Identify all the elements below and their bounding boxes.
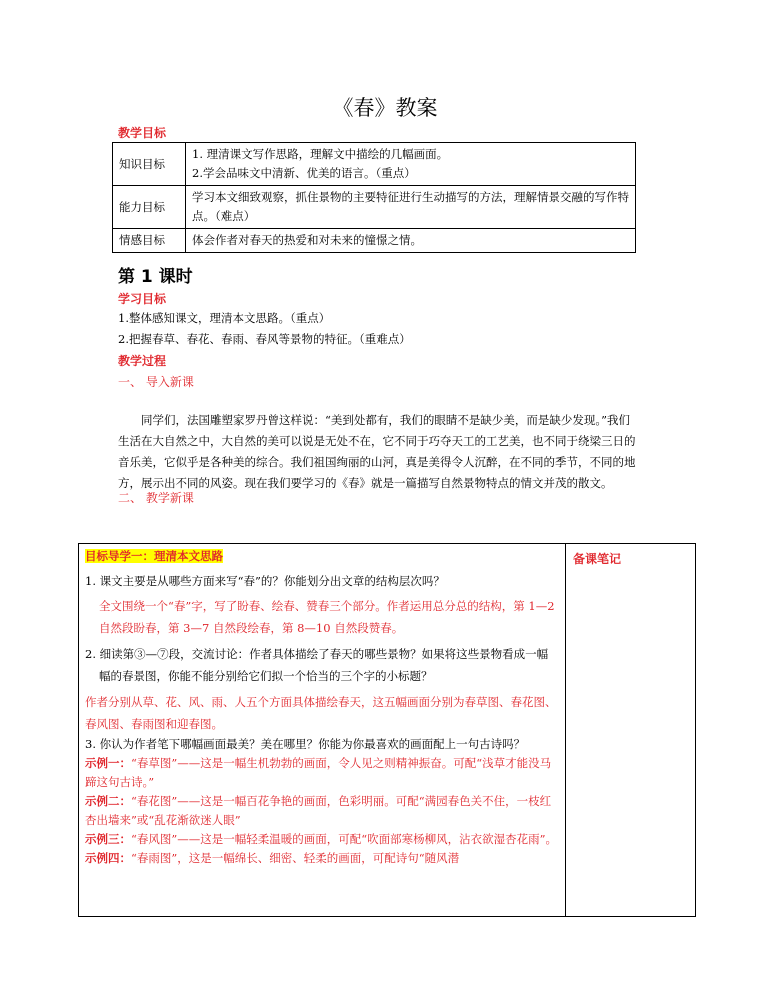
objectives-heading: 教学目标	[118, 126, 167, 140]
question-1: 1. 课文主要是从哪些方面来写“春”的？你能划分出文章的结构层次吗？	[85, 574, 445, 588]
example-3	[85, 830, 559, 849]
objective-text: 体会作者对春天的热爱和对未来的憧憬之情。	[186, 229, 636, 253]
objective-text: 1. 理清课文写作思路，理解文中描绘的几幅画面。 2.学会品味文中清新、优美的语言。（重点）	[186, 143, 636, 186]
step2-heading: 二、 教学新课	[118, 491, 194, 505]
question-3: 3. 你认为作者笔下哪幅画面最美？美在哪里？你能为你最喜欢的画面配上一句古诗吗？	[85, 737, 526, 751]
example-label: 示例四：	[85, 851, 131, 865]
step1-heading: 一、 导入新课	[118, 375, 194, 389]
box-content	[85, 547, 559, 868]
table-row	[113, 229, 636, 253]
column-divider	[565, 544, 566, 916]
lesson-box	[78, 543, 696, 917]
example-label: 示例一：	[85, 756, 131, 770]
process-heading: 教学过程	[118, 354, 167, 368]
example-text: “春雨图”，这是一幅绵长、细密、轻柔的画面，可配诗句“随风潜	[131, 851, 460, 865]
example-1	[85, 754, 559, 792]
objective-label: 知识目标	[113, 143, 186, 186]
question-2: 2. 细读第③—⑦段，交流讨论：作者具体描绘了春天的哪些景物？如果将这些景物看成一幅幅的春景图，你能不能分别给它们拟一个恰当的三个字的小标题？	[85, 647, 549, 683]
notes-label: 备课笔记	[573, 552, 622, 566]
page-title: 《春》教案	[332, 96, 438, 120]
example-text: “春草图”——这是一幅生机勃勃的画面，令人见之则精神振奋。可配“浅草才能没马蹄这句古诗。”	[85, 756, 552, 789]
answer-1: 全文围绕一个“春”字，写了盼春、绘春、赞春三个部分。作者运用总分总的结构，第 1—2 自然段盼春，第 3—7 自然段绘春，第 8—10 自然段赞春。	[99, 599, 555, 635]
lesson-title: 第 1 课时	[118, 267, 193, 287]
example-text: “春花图”——这是一幅百花争艳的画面，色彩明丽。可配“满园春色关不住，一枝红杏出墙来”或“乱花渐欲迷人眼”	[85, 794, 552, 827]
example-label: 示例二：	[85, 794, 131, 808]
table-row	[113, 143, 636, 186]
objective-text: 学习本文细致观察，抓住景物的主要特征进行生动描写的方法，理解情景交融的写作特点。（难点）	[186, 186, 636, 229]
study-goals-heading: 学习目标	[118, 292, 167, 306]
answer-2: 作者分别从草、花、风、雨、人五个方面具体描绘春天，这五幅画面分别为春草图、春花图、春风图、春雨图和迎春图。	[85, 695, 557, 731]
study-goal-item: 1.整体感知课文，理清本文思路。（重点）	[118, 311, 331, 325]
objective-label: 情感目标	[113, 229, 186, 253]
table-row	[113, 186, 636, 229]
objectives-table	[112, 142, 636, 253]
objective-label: 能力目标	[113, 186, 186, 229]
example-4	[85, 849, 559, 868]
example-2	[85, 792, 559, 830]
example-label: 示例三：	[85, 832, 131, 846]
example-text: “春风图”——这是一幅轻柔温暖的画面，可配“吹面部寒杨柳风，沾衣欲湿杏花雨”。	[131, 832, 558, 846]
study-goal-item: 2.把握春草、春花、春雨、春风等景物的特征。（重难点）	[118, 332, 411, 346]
guide-heading: 目标导学一：理清本文思路	[85, 549, 223, 563]
intro-paragraph: 同学们，法国雕塑家罗丹曾这样说：“美到处都有，我们的眼睛不是缺少美，而是缺少发现。”我们生活在大自然之中，大自然的美可以说是无处不在，它不同于巧夺天工的工艺美，也不同于绕梁三日的音乐美，它似乎是各种美的综合。我们祖国绚丽的山河，真是美得令人沉醉，在不同的季节，不同的地方，展示出不同的风姿。现在我们要学习的《春》就是一篇描写自然景物特点的情文并茂的散文。	[118, 413, 636, 490]
